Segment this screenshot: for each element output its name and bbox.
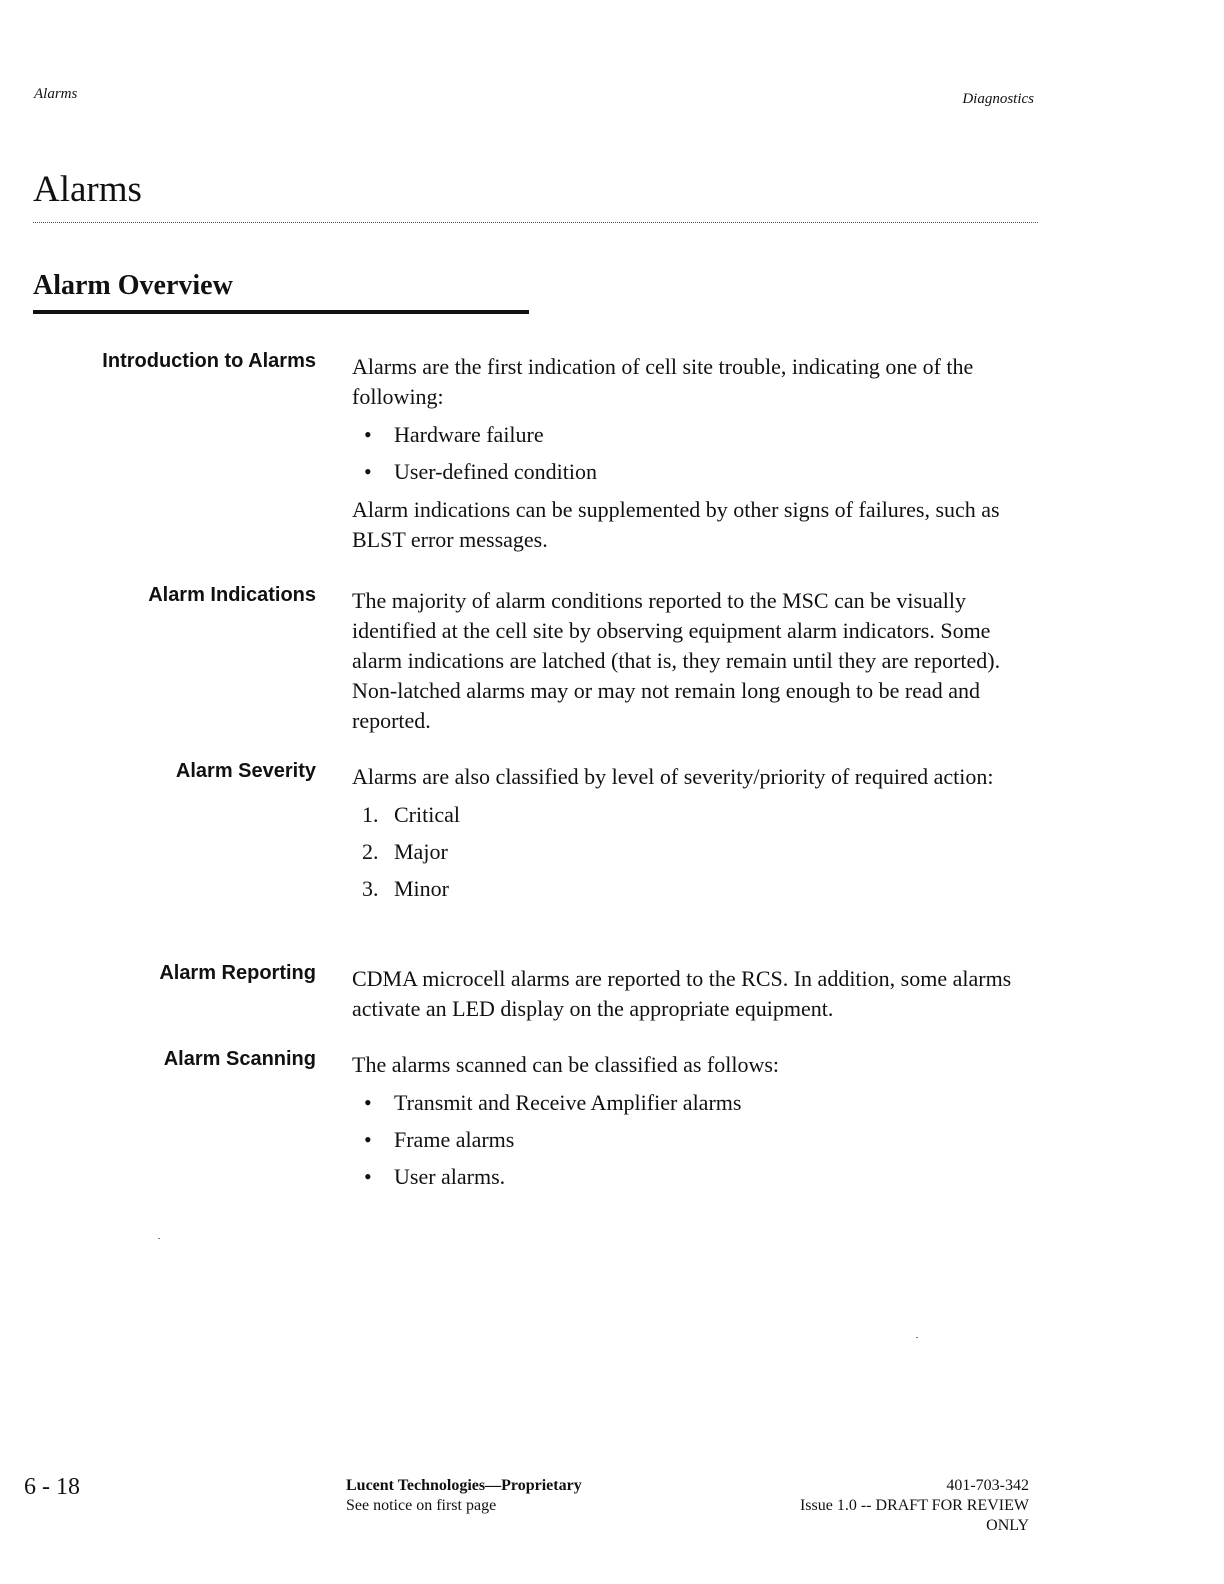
paragraph: CDMA microcell alarms are reported to the RCS. In addition, some alarms activate an LED display on the appropriate equipment. — [352, 966, 1012, 1021]
list-item: • User-defined condition — [352, 457, 1042, 487]
section-underline — [33, 310, 529, 314]
section-title: Alarm Overview — [33, 270, 233, 301]
topic-body — [352, 586, 1042, 736]
bullet-icon: • — [364, 1090, 372, 1115]
running-header-right: Diagnostics — [962, 91, 1034, 107]
bullet-list — [352, 1088, 1042, 1192]
scan-speck — [916, 1337, 918, 1338]
list-item: • Frame alarms — [352, 1125, 1042, 1155]
list-item: • Hardware failure — [352, 420, 1042, 450]
page-title: Alarms — [33, 169, 142, 210]
topic-body — [352, 762, 1042, 912]
page-number: 6 - 18 — [24, 1474, 80, 1500]
paragraph: Alarms are also classified by level of severity/priority of required action: — [352, 764, 994, 789]
list-item: 2. Major — [362, 839, 448, 864]
list-item: 3. Minor — [362, 876, 449, 901]
topic-label: Alarm Severity — [175, 760, 316, 782]
topic-body — [352, 964, 1042, 1024]
bullet-icon: • — [364, 422, 372, 447]
topic-label: Alarm Indications — [148, 584, 316, 606]
paragraph: The alarms scanned can be classified as follows: — [352, 1052, 780, 1077]
footer-issue-cont: ONLY — [986, 1517, 1029, 1534]
footer-proprietary — [346, 1476, 582, 1516]
title-divider — [33, 222, 1038, 223]
paragraph: Alarm indications can be supplemented by other signs of failures, such as BLST error messages. — [352, 497, 1000, 552]
topic-body — [352, 352, 1042, 555]
list-item: • User alarms. — [352, 1162, 1042, 1192]
footer-issue: Issue 1.0 -- DRAFT FOR REVIEW — [799, 1497, 1029, 1514]
bullet-icon: • — [364, 1164, 372, 1189]
topic-label: Alarm Reporting — [159, 962, 316, 984]
running-header-left: Alarms — [34, 86, 78, 102]
topic-label: Introduction to Alarms — [102, 350, 316, 372]
topic-label: Alarm Scanning — [163, 1048, 316, 1070]
scan-speck — [158, 1238, 160, 1239]
list-item: • Transmit and Receive Amplifier alarms — [352, 1088, 1042, 1118]
topic-body — [352, 1050, 1042, 1200]
footer-doc-info — [800, 1476, 1029, 1536]
paragraph: The majority of alarm conditions reported to the MSC can be visually identified at the cell site by observing equipment alarm indicators. Some alarm indications are latched (that is, they remain until they are reported). Non-latched alarms may or may not remain long enough to be read and reported. — [352, 588, 1001, 733]
numbered-list — [352, 800, 1042, 904]
footer-notice: See notice on first page — [346, 1497, 497, 1514]
footer-company: Lucent Technologies—Proprietary — [346, 1477, 582, 1494]
bullet-icon: • — [364, 1127, 372, 1152]
footer-doc-number: 401-703-342 — [946, 1477, 1029, 1494]
paragraph: Alarms are the first indication of cell site trouble, indicating one of the following: — [352, 354, 974, 409]
bullet-icon: • — [364, 459, 372, 484]
bullet-list — [352, 420, 1042, 487]
list-item: 1. Critical — [362, 802, 460, 827]
